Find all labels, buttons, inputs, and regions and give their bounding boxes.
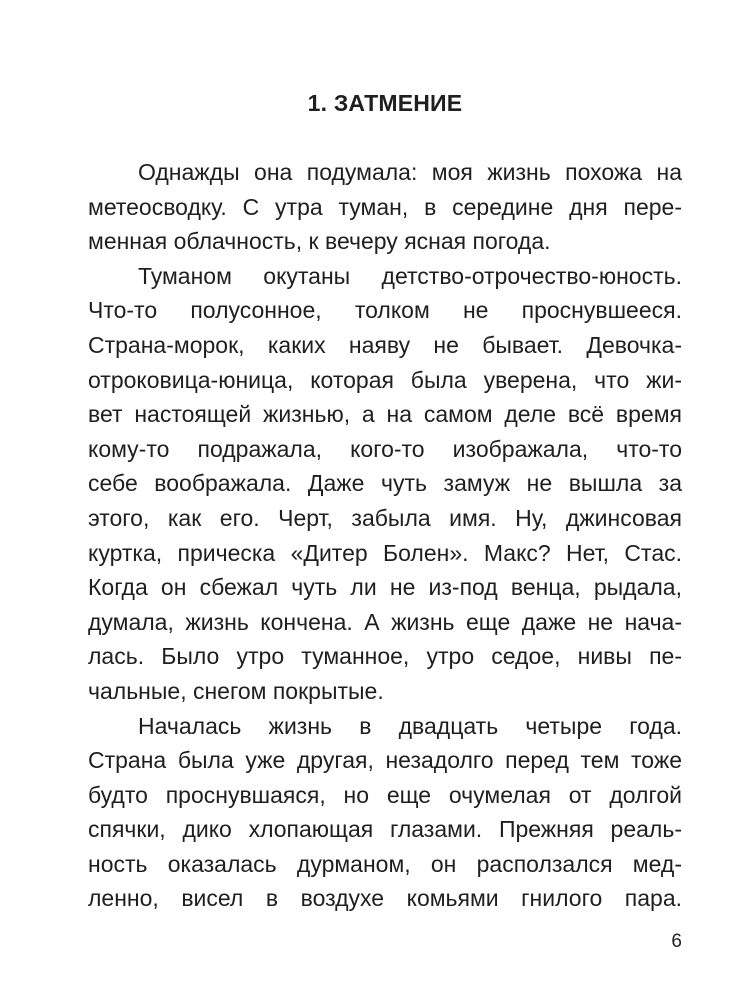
text-line: думала, жизнь кончена. А жизнь еще даже не нача- — [88, 608, 682, 635]
text-line: будто проснувшаяся, но еще очумелая от долгой — [88, 781, 682, 808]
chapter-title: 1. ЗАТМЕНИЕ — [307, 90, 463, 116]
chapter-text — [88, 155, 682, 916]
text-line: менная облачность, к вечеру ясная погода. — [88, 228, 551, 255]
page-number: 6 — [671, 931, 682, 952]
text-line: метеосводку. С утра туман, в середине дня пере- — [88, 193, 682, 220]
text-line: Началась жизнь в двадцать четыре года. — [138, 712, 682, 739]
text-line: спячки, дико хлопающая глазами. Прежняя реаль- — [88, 816, 682, 843]
text-line: этого, как его. Черт, забыла имя. Ну, джинсовая — [88, 504, 682, 531]
text-line: чальные, снегом покрытые. — [88, 677, 384, 704]
text-line: себе воображала. Даже чуть замуж не вышла за — [88, 470, 682, 497]
text-line: Однажды она подумала: моя жизнь похожа на — [138, 159, 682, 185]
text-line: куртка, прическа «Дитер Болен». Макс? Нет, Стас. — [88, 539, 682, 566]
text-line: Когда он сбежал чуть ли не из-под венца, рыдала, — [88, 574, 682, 601]
text-line: ленно, висел в воздухе комьями гнилого пара. — [88, 885, 682, 912]
text-line: вет настоящей жизнью, а на самом деле всё время — [88, 401, 682, 428]
text-line: Что-то полусонное, толком не проснувшееся. — [88, 297, 682, 324]
text-line: лась. Было утро туманное, утро седое, нивы пе- — [88, 643, 682, 670]
text-line: Страна-морок, каких наяву не бывает. Девочка- — [88, 331, 682, 358]
text-line: Туманом окутаны детство-отрочество-юность. — [138, 262, 682, 289]
text-line: отроковица-юница, которая была уверена, что жи- — [88, 366, 682, 393]
paragraph-3 — [88, 709, 682, 917]
text-line: Страна была уже другая, незадолго перед тем тоже — [88, 747, 682, 774]
book-page — [88, 0, 682, 1000]
paragraph-1 — [88, 155, 682, 259]
paragraph-2 — [88, 259, 682, 709]
text-line: ность оказалась дурманом, он расползался мед- — [88, 850, 682, 877]
text-line: кому-то подражала, кого-то изображала, что-то — [88, 435, 682, 462]
